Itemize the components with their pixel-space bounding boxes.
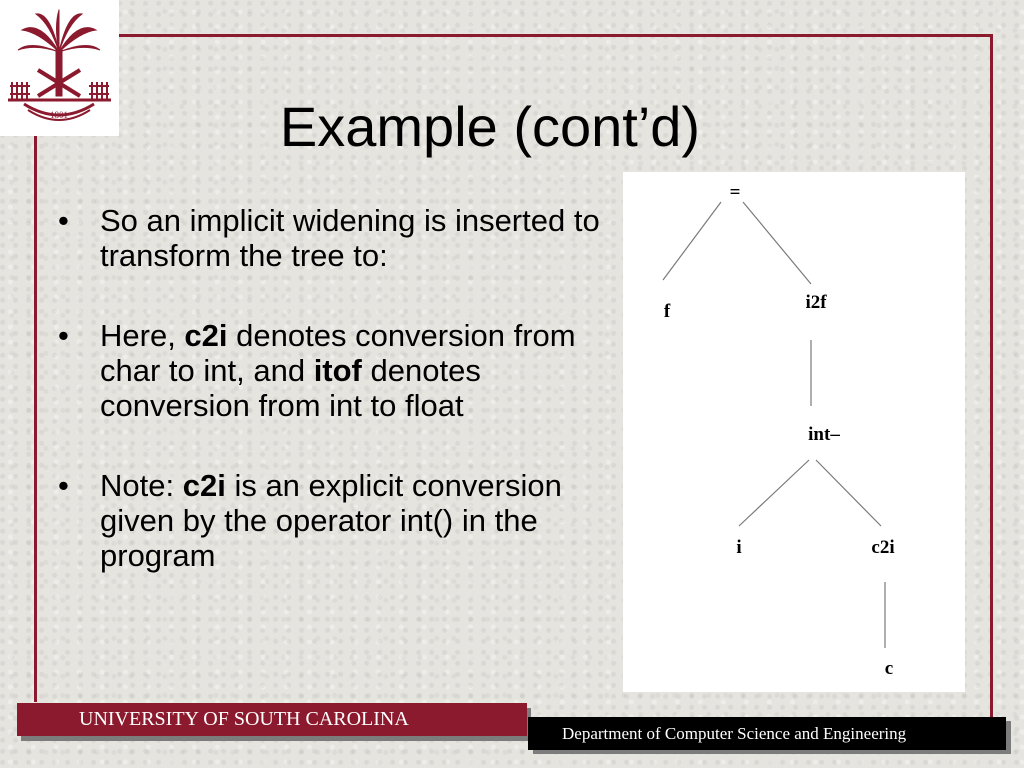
syntax-tree-diagram xyxy=(623,172,965,692)
bullet-item-2 xyxy=(58,318,623,423)
tree-node-f: f xyxy=(663,301,671,322)
syntax-tree-svg xyxy=(623,172,965,692)
slide-title: Example (cont’d) xyxy=(279,95,701,158)
bullet-text: denotes conversion from char to int, and xyxy=(100,318,576,388)
footer-department-name: Department of Computer Science and Engineering xyxy=(562,724,907,743)
frame-top-line xyxy=(119,34,993,37)
bullet-text: Note: xyxy=(100,468,183,503)
palmetto-logo-icon xyxy=(0,0,119,136)
edge-int-i xyxy=(739,460,809,526)
bullet-text: denotes conversion from int to float xyxy=(100,353,481,423)
bullet-marker: • xyxy=(58,203,69,238)
edge-root-i2f xyxy=(743,202,811,284)
edge-root-f xyxy=(663,202,721,280)
bullet-marker: • xyxy=(58,468,69,503)
tree-node-int-minus: int– xyxy=(808,424,840,445)
bullet-bold-term: c2i xyxy=(184,318,228,353)
frame-left-line xyxy=(34,136,37,702)
tree-node-root: = xyxy=(729,182,741,203)
footer-department-banner xyxy=(528,717,1006,750)
frame-right-line xyxy=(990,34,993,717)
footer-university-name: UNIVERSITY OF SOUTH CAROLINA xyxy=(79,708,409,730)
edge-int-c2i xyxy=(816,460,881,526)
tree-node-c: c xyxy=(884,658,894,679)
tree-node-i: i xyxy=(736,537,742,558)
bullet-text: Here, xyxy=(100,318,185,353)
logo-seal-year: 1801 xyxy=(50,110,68,120)
tree-node-i2f: i2f xyxy=(805,292,827,313)
footer-university-banner xyxy=(17,703,527,736)
bullet-text: So an implicit widening is inserted to transform the tree to: xyxy=(100,203,600,273)
bullet-item-1 xyxy=(58,203,623,273)
tree-node-c2i: c2i xyxy=(871,537,895,558)
bullet-bold-term: itof xyxy=(313,353,362,388)
university-logo xyxy=(0,0,119,136)
bullet-text: is an explicit conversion given by the operator int() in the program xyxy=(100,468,562,573)
bullet-bold-term: c2i xyxy=(182,468,226,503)
bullet-list xyxy=(58,203,623,618)
bullet-marker: • xyxy=(58,318,69,353)
bullet-item-3 xyxy=(58,468,623,573)
